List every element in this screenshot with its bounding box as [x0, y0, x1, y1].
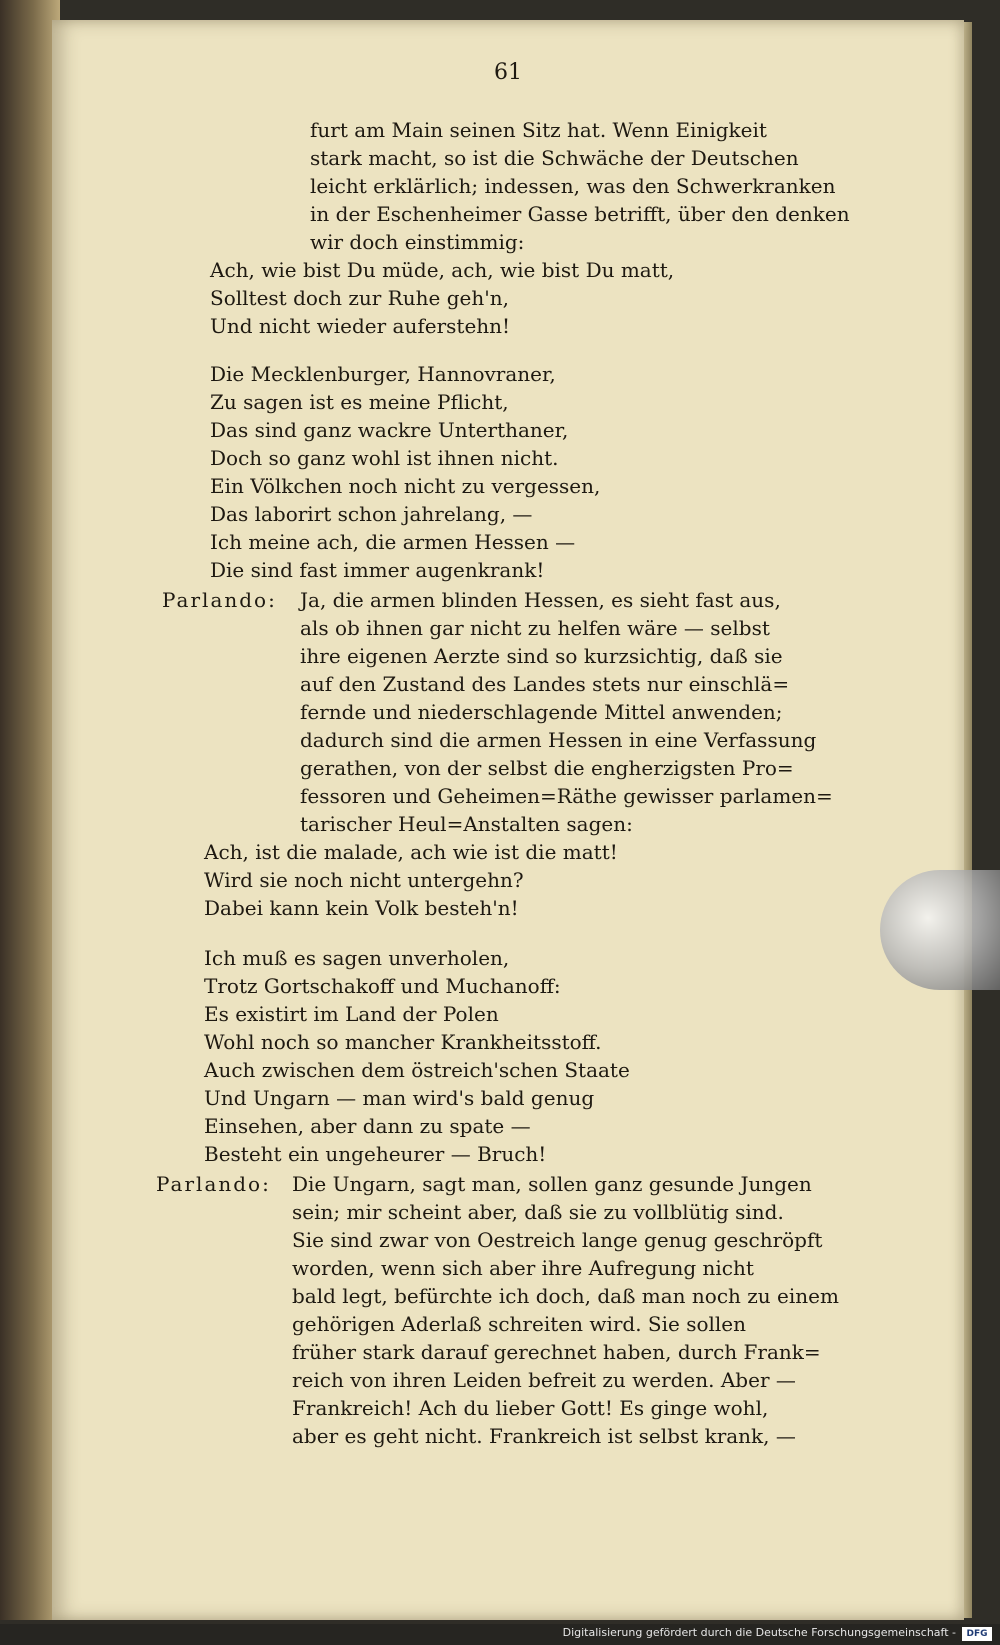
- text-line: Die Ungarn, sagt man, sollen ganz gesunde Jungen: [292, 1172, 812, 1196]
- verse-line: Trotz Gortschakoff und Muchanoff:: [204, 974, 561, 998]
- verse-line: Das sind ganz wackre Unterthaner,: [210, 418, 569, 442]
- text-line: als ob ihnen gar nicht zu helfen wäre — selbst: [300, 616, 770, 640]
- parlando-label: Parlando:: [162, 588, 277, 612]
- text-line: Frankreich! Ach du lieber Gott! Es ginge wohl,: [292, 1396, 769, 1420]
- text-line: aber es geht nicht. Frankreich ist selbst krank, —: [292, 1424, 796, 1448]
- text-line: auf den Zustand des Landes stets nur einschlä=: [300, 672, 790, 696]
- verse-line: Zu sagen ist es meine Pflicht,: [210, 390, 509, 414]
- text-line: fernde und niederschlagende Mittel anwenden;: [300, 700, 783, 724]
- page-clip: [880, 870, 1000, 990]
- verse-line: Das laborirt schon jahrelang, —: [210, 502, 533, 526]
- verse-line: Wohl noch so mancher Krankheitsstoff.: [204, 1030, 602, 1054]
- verse-line: Die Mecklenburger, Hannovraner,: [210, 362, 556, 386]
- verse-line: Ich meine ach, die armen Hessen —: [210, 530, 576, 554]
- verse-line: Dabei kann kein Volk besteh'n!: [204, 896, 519, 920]
- text-line: worden, wenn sich aber ihre Aufregung nicht: [292, 1256, 754, 1280]
- verse-line: Ein Völkchen noch nicht zu vergessen,: [210, 474, 601, 498]
- verse-line: Ach, wie bist Du müde, ach, wie bist Du matt,: [210, 258, 675, 282]
- text-line: leicht erklärlich; indessen, was den Schwerkranken: [310, 174, 836, 198]
- dfg-logo: DFG: [962, 1627, 992, 1641]
- verse-line: Doch so ganz wohl ist ihnen nicht.: [210, 446, 559, 470]
- verse-line: Auch zwischen dem östreich'schen Staate: [204, 1058, 630, 1082]
- text-line: wir doch einstimmig:: [310, 230, 525, 254]
- text-line: bald legt, befürchte ich doch, daß man noch zu einem: [292, 1284, 839, 1308]
- verse-line: Ach, ist die malade, ach wie ist die matt!: [204, 840, 618, 864]
- text-line: tarischer Heul=Anstalten sagen:: [300, 812, 633, 836]
- verse-line: Und Ungarn — man wird's bald genug: [204, 1086, 595, 1110]
- parlando-label: Parlando:: [156, 1172, 271, 1196]
- text-line: gerathen, von der selbst die engherzigsten Pro=: [300, 756, 794, 780]
- text-line: reich von ihren Leiden befreit zu werden. Aber —: [292, 1368, 796, 1392]
- text-line: dadurch sind die armen Hessen in eine Verfassung: [300, 728, 817, 752]
- verse-line: Einsehen, aber dann zu spate —: [204, 1114, 531, 1138]
- verse-line: Wird sie noch nicht untergehn?: [204, 868, 524, 892]
- text-line: in der Eschenheimer Gasse betrifft, über den denken: [310, 202, 850, 226]
- text-line: früher stark darauf gerechnet haben, durch Frank=: [292, 1340, 821, 1364]
- verse-line: Und nicht wieder auferstehn!: [210, 314, 511, 338]
- footer-bar: [0, 1624, 1000, 1645]
- text-line: Sie sind zwar von Oestreich lange genug geschröpft: [292, 1228, 823, 1252]
- page-number: 61: [494, 60, 522, 85]
- book-page: [52, 20, 964, 1620]
- text-line: gehörigen Aderlaß schreiten wird. Sie sollen: [292, 1312, 747, 1336]
- text-line: Ja, die armen blinden Hessen, es sieht fast aus,: [300, 588, 781, 612]
- text-line: ihre eigenen Aerzte sind so kurzsichtig, daß sie: [300, 644, 783, 668]
- verse-line: Die sind fast immer augenkrank!: [210, 558, 545, 582]
- verse-line: Ich muß es sagen unverholen,: [204, 946, 510, 970]
- verse-line: Besteht ein ungeheurer — Bruch!: [204, 1142, 547, 1166]
- text-line: stark macht, so ist die Schwäche der Deutschen: [310, 146, 799, 170]
- verse-line: Solltest doch zur Ruhe geh'n,: [210, 286, 509, 310]
- digitization-credit: Digitalisierung gefördert durch die Deutsche Forschungsgemeinschaft -: [562, 1626, 956, 1639]
- text-line: furt am Main seinen Sitz hat. Wenn Einigkeit: [310, 118, 767, 142]
- verse-line: Es existirt im Land der Polen: [204, 1002, 499, 1026]
- text-line: fessoren und Geheimen=Räthe gewisser parlamen=: [300, 784, 833, 808]
- book-spine: [0, 0, 60, 1620]
- text-line: sein; mir scheint aber, daß sie zu vollblütig sind.: [292, 1200, 784, 1224]
